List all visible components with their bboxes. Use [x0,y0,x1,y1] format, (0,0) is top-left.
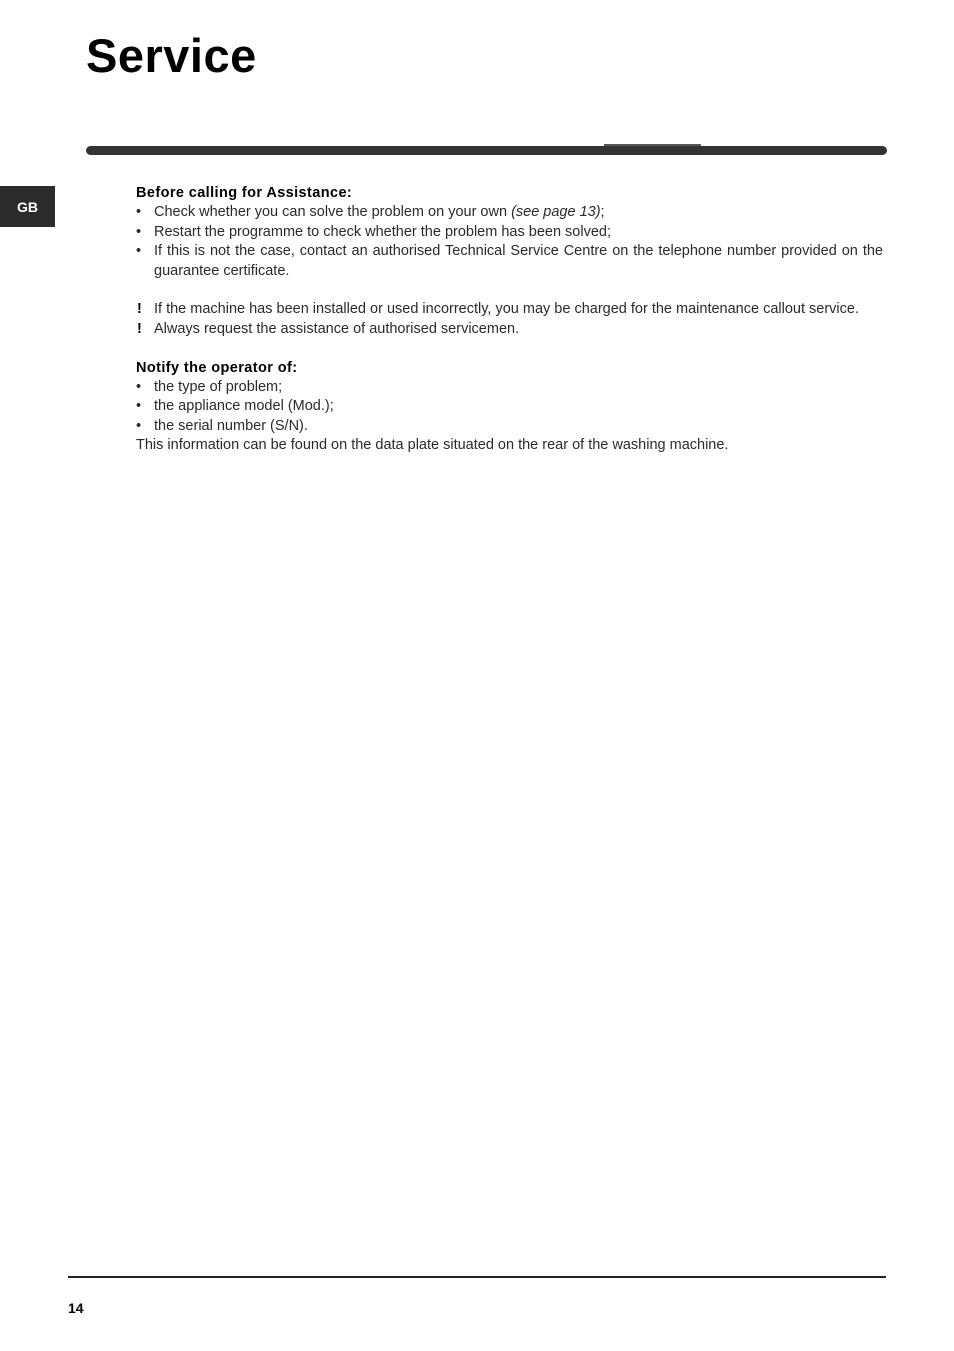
spacer [136,339,883,358]
assistance-item [136,203,883,222]
operator-item-text: the type of problem; [154,379,283,396]
page-number: 14 [68,1300,84,1316]
bullet-marker: • [136,243,142,260]
bullet-marker: • [136,398,142,415]
warning-item-text: Always request the assistance of authorised servicemen. [154,320,520,337]
assistance-item-text: Restart the programme to check whether the problem has been solved; [154,223,611,240]
bullet-marker: • [136,204,142,221]
footer-divider [68,1276,886,1278]
assistance-item-text: Check whether you can solve the problem on your own [154,204,512,221]
warning-item [136,320,883,339]
bullet-marker: • [136,223,142,240]
warning-icon: ! [137,301,142,318]
warning-icon: ! [137,320,142,337]
page-reference: (see page 13) [511,204,601,221]
data-plate-note: This information can be found on the data plate situated on the rear of the washing machine. [136,437,729,454]
title-divider [86,146,887,155]
assistance-item-suffix: ; [600,204,605,221]
spacer [136,281,883,300]
operator-item-text: the appliance model (Mod.); [154,398,334,415]
operator-item-text: the serial number (S/N). [154,417,308,434]
operator-item [136,378,883,397]
language-tab: GB [0,186,55,227]
operator-item [136,397,883,416]
service-content [136,184,883,456]
warning-item-text: If the machine has been installed or used incorrectly, you may be charged for the maintenance callout service. [154,301,859,318]
assistance-item-text: If this is not the case, contact an authorised Technical Service Centre on the telephone number provided on the guarantee certificate. [154,243,883,279]
assistance-heading: Before calling for Assistance: [136,185,353,201]
title-divider-accent [604,144,701,146]
operator-heading: Notify the operator of: [136,359,298,376]
warning-item [136,300,883,319]
operator-item [136,417,883,436]
assistance-item [136,242,883,281]
bullet-marker: • [136,379,142,396]
assistance-item [136,223,883,242]
page-title: Service [86,29,257,82]
bullet-marker: • [136,417,142,434]
